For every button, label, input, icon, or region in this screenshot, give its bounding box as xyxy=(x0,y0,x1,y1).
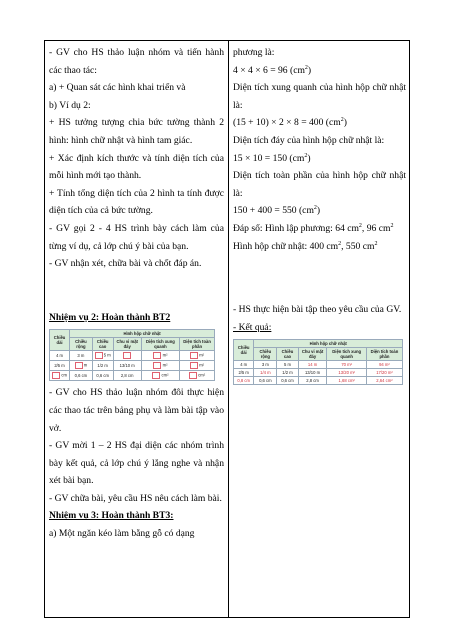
equation-line: (15 + 10) × 2 × 8 = 400 $(cm^2)$ xyxy=(233,117,347,129)
table-cell: m xyxy=(70,361,93,371)
table-cell: 2,64 cm² xyxy=(366,377,402,385)
table-cell: 13/10 m xyxy=(113,361,141,371)
paragraph: - GV cho HS thảo luận nhóm và tiến hành các thao tác: xyxy=(49,47,224,76)
paragraph: + Tính tổng diện tích của 2 hình ta tính được diện tích của cả bức tường. xyxy=(49,187,224,217)
header-cell: Diện tích toàn phần xyxy=(366,348,402,361)
group-header: Hình hộp chữ nhật xyxy=(70,330,215,338)
answer-box xyxy=(52,372,60,379)
equation-line: 150 + 400 = 550 $(cm^2)$ xyxy=(233,205,321,217)
paragraph: Diện tích xung quanh của hình hộp chữ nhật là: xyxy=(233,82,406,111)
table-cell: 1/4 m xyxy=(254,369,277,377)
table-cell: 13/10 m xyxy=(298,369,327,377)
paragraph: - GV cho HS thảo luận nhóm đôi thực hiện các thao tác trên bảng phụ và làm bài tập vào vở. xyxy=(49,387,224,434)
table-cell: m² xyxy=(180,361,215,371)
table-row xyxy=(234,377,403,385)
table-cell: 0,6 cm xyxy=(92,371,113,381)
lesson-plan-table xyxy=(44,40,410,618)
table-cell: 0,6 cm xyxy=(277,377,298,385)
table-cell: 1/2 m xyxy=(277,369,298,377)
table-row xyxy=(50,351,215,361)
group-header: Hình hộp chữ nhật xyxy=(254,340,403,348)
paragraph: Diện tích đáy của hình hộp chữ nhật là: xyxy=(233,134,385,146)
table-cell xyxy=(113,351,141,361)
table-cell: 1/2 m xyxy=(92,361,113,371)
header-cell: Chiều rộng xyxy=(254,348,277,361)
table-cell: 14 m xyxy=(298,361,327,369)
header-cell: Diện tích toàn phần xyxy=(180,338,215,351)
table-cell: 70 m² xyxy=(327,361,366,369)
paragraph: phương là: xyxy=(233,47,275,58)
answer-box xyxy=(190,352,198,359)
paragraph: + Xác định kích thước và tính diện tích của mỗi hình mới tạo thành. xyxy=(49,152,224,182)
table-cell: m² xyxy=(180,351,215,361)
table-cell: 3 m xyxy=(254,361,277,369)
answer-box xyxy=(190,362,198,369)
table-cell: cm xyxy=(50,371,70,381)
header-cell: Chiều dài xyxy=(234,340,254,361)
header-cell: Chiều rộng xyxy=(70,338,93,351)
table-cell: 17/20 m² xyxy=(366,369,402,377)
table-cell: m² xyxy=(141,361,179,371)
paragraph: - GV mời 1 – 2 HS đại diện các nhóm trình bày kết quả, cả lớp chú ý lắng nghe và nhận xét bài bạn. xyxy=(49,440,224,487)
answer-box xyxy=(75,362,83,369)
table-cell: 5 m xyxy=(277,361,298,369)
header-cell: Diện tích xung quanh xyxy=(327,348,366,361)
paragraph: a) + Quan sát các hình khai triển và xyxy=(49,82,186,94)
table-cell: 5 m xyxy=(92,351,113,361)
table-cell: 94 m² xyxy=(366,361,402,369)
table-row xyxy=(234,369,403,377)
exercise-2-answer-table xyxy=(233,339,403,385)
task-2-heading: Nhiệm vụ 2: Hoàn thành BT2 xyxy=(49,311,171,323)
table-row xyxy=(50,361,215,371)
table-cell: 1,68 cm² xyxy=(327,377,366,385)
paragraph: Diện tích toàn phần của hình hộp chữ nhật là: xyxy=(233,170,406,199)
teacher-activities-column xyxy=(45,41,228,543)
paragraph: a) Một ngăn kéo làm bằng gỗ có dạng xyxy=(49,528,195,540)
table-cell: 2/5 m xyxy=(234,369,254,377)
table-row xyxy=(234,361,403,369)
answer-box xyxy=(153,362,161,369)
table-cell: 0,8 cm xyxy=(234,377,254,385)
paragraph: - GV gọi 2 - 4 HS trình bày cách làm của từng ví dụ, cả lớp chú ý bài của bạn. xyxy=(49,222,224,252)
header-cell: Chiều cao xyxy=(277,348,298,361)
table-cell: 0,6 cm xyxy=(254,377,277,385)
result-label: - Kết quả: xyxy=(233,321,272,333)
answer-line: Đáp số: Hình lập phương: 64 $cm^2$, 96 $cm^2$ xyxy=(233,222,394,234)
task-3-heading: Nhiệm vụ 3: Hoàn thành BT3: xyxy=(49,510,174,522)
table-row xyxy=(50,371,215,381)
answer-box xyxy=(189,372,197,379)
table-cell: 0,6 cm xyxy=(70,371,93,381)
header-cell: Diện tích xung quanh xyxy=(141,338,179,351)
answer-box xyxy=(152,372,160,379)
table-cell: cm² xyxy=(141,371,179,381)
equation-line: 15 × 10 = 150 $(cm^2)$ xyxy=(233,152,311,164)
paragraph: + HS tưởng tượng chia bức tường thành 2 hình: hình chữ nhật và hình tam giác. xyxy=(49,117,224,146)
paragraph: - GV nhận xét, chữa bài và chốt đáp án. xyxy=(49,258,202,270)
table-cell: 4 m xyxy=(234,361,254,369)
table-cell: 2,8 cm xyxy=(298,377,327,385)
header-cell: Chiều dài xyxy=(50,330,70,351)
paragraph: b) Ví dụ 2: xyxy=(49,99,91,111)
answer-line: Hình hộp chữ nhật: 400 $cm^2$, 550 $cm^2$ xyxy=(233,240,378,252)
table-cell: cm² xyxy=(180,371,215,381)
answer-box xyxy=(95,352,103,359)
table-cell: 13/20 m² xyxy=(327,369,366,377)
paragraph: - HS thực hiện bài tập theo yêu cầu của GV. xyxy=(233,304,402,316)
header-cell: Chu vi mặt đáy xyxy=(113,338,141,351)
header-cell: Chu vi mặt đáy xyxy=(298,348,327,361)
exercise-2-table xyxy=(49,329,215,381)
header-cell: Chiều cao xyxy=(92,338,113,351)
table-cell: 4 m xyxy=(50,351,70,361)
student-activities-column xyxy=(229,41,410,385)
answer-box xyxy=(153,352,161,359)
table-cell: 2/5 m xyxy=(50,361,70,371)
answer-box xyxy=(123,352,131,359)
table-cell: 2,8 cm xyxy=(113,371,141,381)
equation-line: 4 × 4 × 6 = 96 $(cm^2)$ xyxy=(233,64,312,76)
paragraph: - GV chữa bài, yêu cầu HS nêu cách làm bài. xyxy=(49,492,222,504)
table-cell: m² xyxy=(141,351,179,361)
table-cell: 3 m xyxy=(70,351,93,361)
